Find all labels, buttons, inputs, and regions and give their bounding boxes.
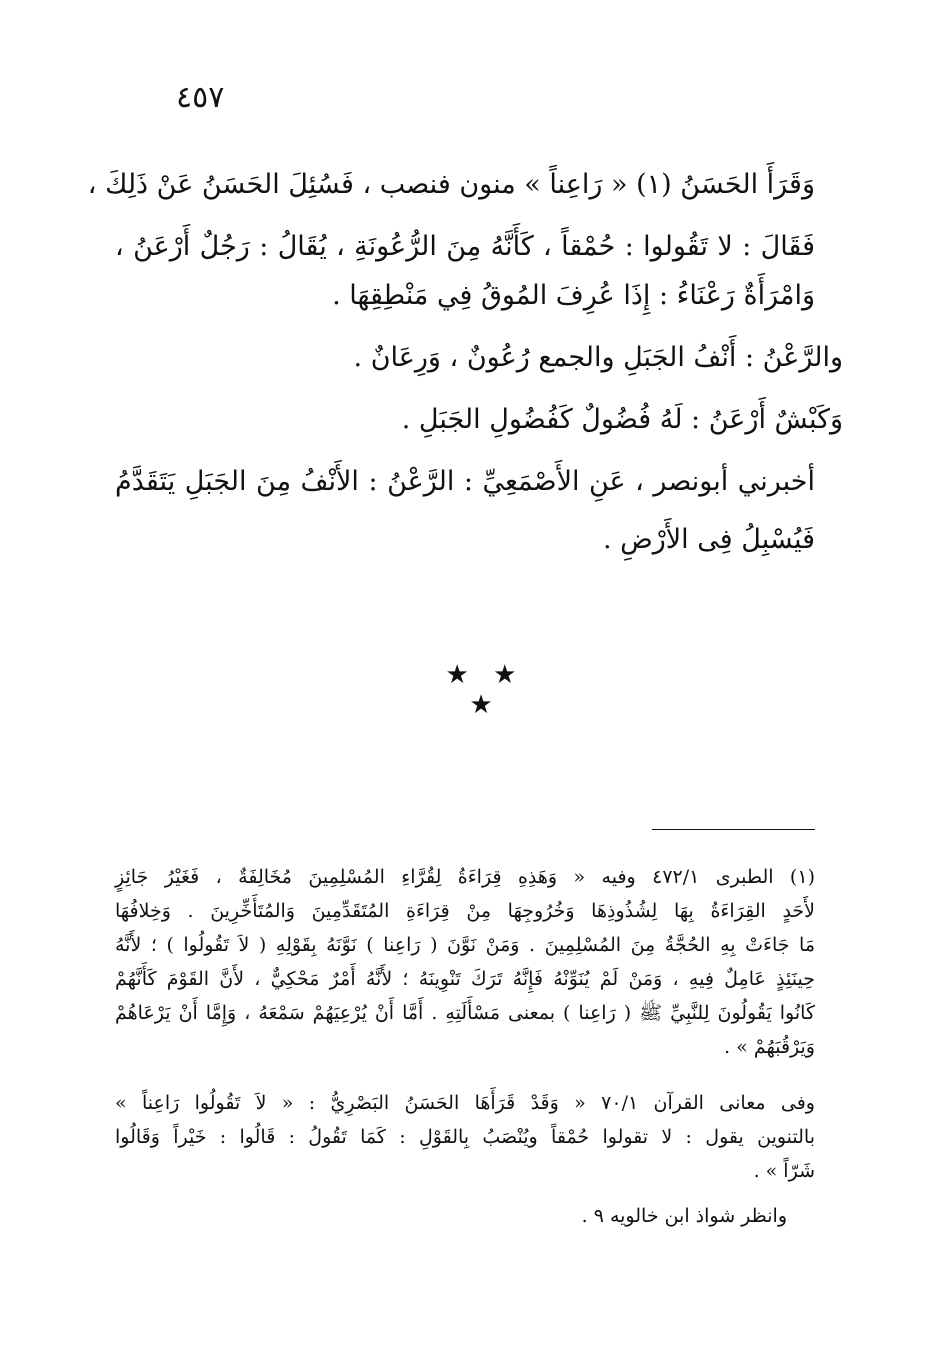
footnote-line: شَرّاً » . [753,1160,815,1182]
footnote-line: كَانُوا يَقُولُونَ لِلنَّبِيِّ ﷺ ( رَاعِنا ) بمعنى مَسْأَلَتِهِ . أَمَّا أَنْ يُرْعِيَهُمْ سَمْعَهُ ، وَإِمَّا أَنْ يَرْعَاهُمْ [115,1002,815,1024]
page-number: ٤٥٧ [176,80,225,115]
footnote-line: (١) الطبرى ٤٧٢/١ وفيه « وَهَذِهِ قِرَاءَةُ لِقُرَّاءِ المُسْلِمِينَ مُخَالِفَةٌ ، فَغَيْرُ جَائِزٍ [115,866,815,888]
main-text-line: فَقَالَ : لا تَقُولوا : حُمْقاً ، كَأَنَّهُ مِنَ الرُّعُونَةِ ، يُقَالُ : رَجُلٌ أَرْعَنُ ، [115,231,815,262]
section-separator: ★ ★ ★ [445,660,525,720]
main-text-line: أخبرني أبونصر ، عَنِ الأَصْمَعِيِّ : الرَّعْنُ : الأَنْفُ مِنَ الجَبَلِ يَتَقَدَّمُ [115,466,815,497]
footnote-line: لأَحَدٍ القِرَاءَةُ بِهَا لِشُذُوذِهَا وَخُرُوجِهَا مِنْ قِرَاءَةِ المُتَقَدِّمِينَ وَالمُتَأَخِّرِينَ . وَخِلافُهَا [115,900,815,922]
main-text-line: والرَّعْنُ : أَنْفُ الجَبَلِ والجمع رُعُونٌ ، وَرِعَانٌ . [353,342,843,373]
main-text-line: وَكَبْشٌ أَرْعَنُ : لَهُ فُضُولٌ كَفُضُولِ الجَبَلِ . [401,404,843,435]
footnote-line: وفى معانى القرآن ٧٠/١ « وَقَدْ قَرَأَهَا الحَسَنُ البَصْرِيُّ : « لاَ تَقُولُوا رَاعِناً » [115,1092,815,1114]
main-text-line: فَيُسْبِلُ فِى الأَرْضِ . [602,524,815,555]
footnote-line: وانظر شواذ ابن خالويه ٩ . [581,1205,787,1227]
footnote-line: وَيَرْقُبَهُمْ » . [724,1036,815,1058]
footnote-divider [652,829,815,830]
main-text-line: وَامْرَأَةٌ رَعْنَاءُ : إِذَا عُرِفَ المُوقُ فِي مَنْطِقِهَا . [332,280,815,311]
footnote-line: بالتنوين يقول : لا تقولوا حُمْقاً ويُنْصَبُ بِالقَوْلِ : كَمَا تَقُولُ : قَالُوا : خَيْراً وَقَالُوا [115,1126,815,1148]
footnote-line: مَا جَاءَتْ بِهِ الحُجَّةُ مِنَ المُسْلِمِينَ . وَمَنْ نَوَّنَ ( رَاعِنا ) نَوَّنَهُ بِقَوْلِهِ ( لاَ تَقُولُوا ) ؛ لأَنَّهُ [115,934,815,956]
footnote-line: حِينَئِذٍ عَامِلٌ فِيهِ ، وَمَنْ لَمْ يُنَوِّنْهُ فَإِنَّهُ تَرَكَ تَنْوِينَهُ ؛ لأَنَّهُ أَمْرٌ مَحْكِيٌّ ، لأَنَّ القَوْمَ كَأَنَّهُمْ [115,968,815,990]
main-text-line: وَقَرَأَ الحَسَنُ (١) « رَاعِناً » منون فنصب ، فَسُئِلَ الحَسَنُ عَنْ ذَلِكَ ، [87,169,815,200]
